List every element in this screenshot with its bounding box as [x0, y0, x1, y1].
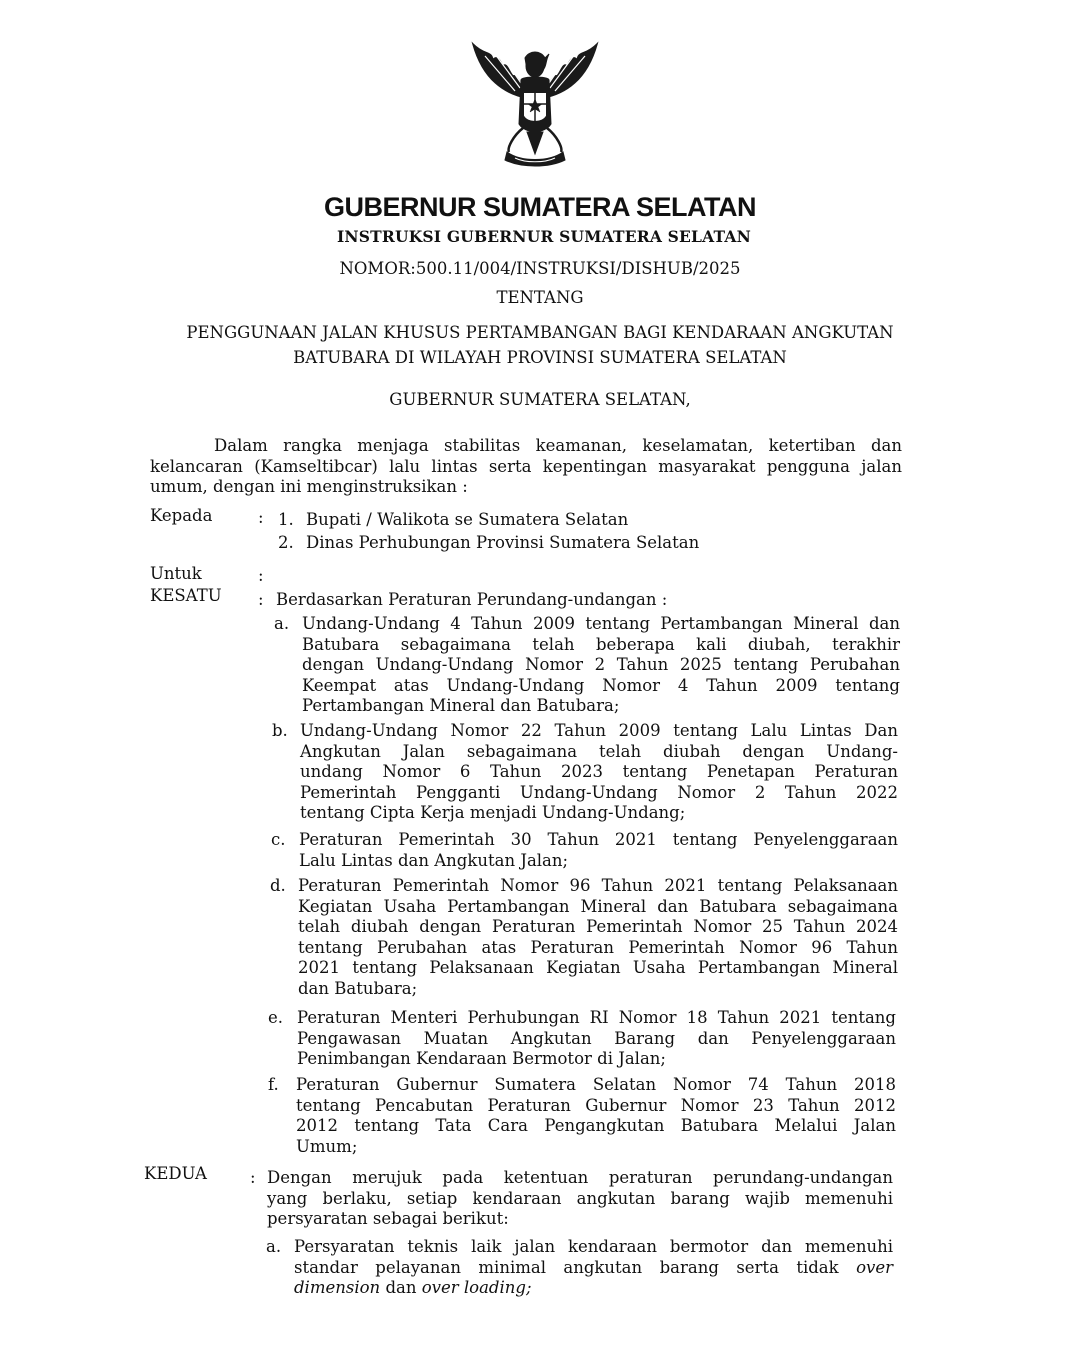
kesatu-item-d-line: telah diubah dengan Peraturan Pemerintah Nomor 25 Tahun 2024: [298, 917, 898, 937]
kesatu-item-c-line: Peraturan Pemerintah 30 Tahun 2021 tentang Penyelenggaraan: [299, 830, 898, 849]
kesatu-item-f-marker: f.: [268, 1075, 279, 1094]
kesatu-intro: Berdasarkan Peraturan Perundang-undangan :: [276, 590, 668, 609]
document-number: NOMOR:500.11/004/INSTRUKSI/DISHUB/2025: [339, 259, 741, 278]
kesatu-item-b-line: Angkutan Jalan sebagaimana telah diubah dengan Undang-: [300, 741, 898, 761]
kesatu-item-e-line: Pengawasan Muatan Angkutan Barang dan Penyelenggaraan: [297, 1028, 896, 1048]
kesatu-item-e-line: Peraturan Menteri Perhubungan RI Nomor 18 Tahun 2021 tentang: [297, 1008, 896, 1027]
kedua-item-a-italic: dimension: [294, 1278, 381, 1298]
subject-line-1: PENGGUNAAN JALAN KHUSUS PERTAMBANGAN BAGI KENDARAAN ANGKUTAN: [186, 323, 894, 342]
kedua-item-a-italic: over: [856, 1257, 893, 1277]
preamble-line-2: kelancaran (Kamseltibcar) lalu lintas serta kepentingan masyarakat pengguna jalan: [150, 456, 902, 476]
kesatu-item-b-marker: b.: [272, 721, 288, 740]
kesatu-item-e-line: Penimbangan Kendaraan Bermotor di Jalan;: [297, 1049, 666, 1069]
kesatu-colon: :: [258, 590, 264, 609]
kesatu-item-f-line: Umum;: [296, 1136, 358, 1156]
untuk-label: Untuk: [150, 564, 202, 583]
kesatu-item-d-line: 2021 tentang Pelaksanaan Kegiatan Usaha Pertambangan Mineral: [298, 958, 898, 978]
kedua-item-a-italic: over loading: [421, 1278, 526, 1298]
issuer: GUBERNUR SUMATERA SELATAN,: [389, 390, 691, 409]
kesatu-item-a: [302, 614, 900, 717]
kepada-colon: :: [258, 508, 264, 527]
kesatu-item-a-line: Pertambangan Mineral dan Batubara;: [302, 696, 620, 716]
untuk-colon: :: [258, 566, 264, 585]
kedua-line: yang berlaku, setiap kendaraan angkutan barang wajib memenuhi: [267, 1188, 893, 1208]
document-type: INSTRUKSI GUBERNUR SUMATERA SELATAN: [336, 227, 752, 246]
kesatu-item-a-line: Batubara sebagaimana telah beberapa kali diubah, terakhir: [302, 634, 900, 654]
about-heading: TENTANG: [496, 288, 584, 307]
kedua-item-a-marker: a.: [266, 1237, 282, 1256]
preamble-line-1: Dalam rangka menjaga stabilitas keamanan, keselamatan, ketertiban dan: [214, 436, 902, 455]
kesatu-item-b-line: tentang Cipta Kerja menjadi Undang-Undang;: [300, 803, 686, 823]
kesatu-item-e: [297, 1008, 896, 1070]
kedua-label: KEDUA: [144, 1164, 207, 1183]
kesatu-item-d-line: Peraturan Pemerintah Nomor 96 Tahun 2021 tentang Pelaksanaan: [298, 876, 898, 895]
preamble: [150, 436, 902, 498]
kepada-item-1-marker: 1.: [278, 510, 294, 529]
kedua-item-a-italic: ;: [525, 1278, 532, 1298]
preamble-line-3: umum, dengan ini menginstruksikan :: [150, 477, 468, 497]
kesatu-item-c-line: Lalu Lintas dan Angkutan Jalan;: [299, 850, 569, 870]
kesatu-item-e-marker: e.: [268, 1008, 284, 1027]
kesatu-item-c: [299, 830, 898, 871]
subject-line-2: BATUBARA DI WILAYAH PROVINSI SUMATERA SELATAN: [293, 348, 787, 367]
kesatu-item-f-line: 2012 tentang Tata Cara Pengangkutan Batubara Melalui Jalan: [296, 1116, 896, 1136]
title: GUBERNUR SUMATERA SELATAN: [324, 192, 756, 222]
kesatu-item-f-line: Peraturan Gubernur Sumatera Selatan Nomor 74 Tahun 2018: [296, 1075, 896, 1094]
kedua-item-a-text: dan: [385, 1278, 417, 1298]
kedua-item-a-line: Persyaratan teknis laik jalan kendaraan bermotor dan memenuhi: [294, 1237, 893, 1256]
kedua-item-a-line: [294, 1278, 893, 1299]
subject: [0, 320, 1080, 370]
kepada-item-2: Dinas Perhubungan Provinsi Sumatera Selatan: [306, 533, 700, 552]
kesatu-item-d-line: dan Batubara;: [298, 978, 418, 998]
kesatu-item-b: [300, 721, 898, 824]
kedua-line: persyaratan sebagai berikut:: [267, 1209, 509, 1229]
kepada-item-2-marker: 2.: [278, 533, 294, 552]
kedua-colon: :: [250, 1168, 256, 1187]
kedua-body: [267, 1168, 893, 1230]
garuda-emblem: [465, 36, 605, 171]
kesatu-item-b-line: Undang-Undang Nomor 22 Tahun 2009 tentang Lalu Lintas Dan: [300, 721, 898, 740]
kesatu-item-b-line: undang Nomor 6 Tahun 2023 tentang Penetapan Peraturan: [300, 762, 898, 782]
kesatu-item-d-line: Kegiatan Usaha Pertambangan Mineral dan Batubara sebagaimana: [298, 896, 898, 916]
kedua-line: Dengan merujuk pada ketentuan peraturan perundang-undangan: [267, 1168, 893, 1187]
kesatu-item-a-line: dengan Undang-Undang Nomor 2 Tahun 2025 tentang Perubahan: [302, 655, 900, 675]
kesatu-item-f: [296, 1075, 896, 1157]
kesatu-item-d-marker: d.: [270, 876, 286, 895]
kesatu-item-d: [298, 876, 898, 1000]
kepada-item-1: Bupati / Walikota se Sumatera Selatan: [306, 510, 629, 529]
kepada-label: Kepada: [150, 506, 213, 525]
kesatu-item-b-line: Pemerintah Pengganti Undang-Undang Nomor 2 Tahun 2022: [300, 782, 898, 802]
kesatu-item-d-line: tentang Perubahan atas Peraturan Pemerintah Nomor 96 Tahun: [298, 937, 898, 957]
kesatu-label: KESATU: [150, 586, 222, 605]
kesatu-item-a-line: Keempat atas Undang-Undang Nomor 4 Tahun 2009 tentang: [302, 675, 900, 695]
kedua-item-a-text: standar pelayanan minimal angkutan barang serta tidak: [294, 1257, 839, 1277]
kedua-item-a-line: [294, 1258, 893, 1279]
kesatu-item-a-line: Undang-Undang 4 Tahun 2009 tentang Pertambangan Mineral dan: [302, 614, 900, 633]
kesatu-item-f-line: tentang Pencabutan Peraturan Gubernur Nomor 23 Tahun 2012: [296, 1095, 896, 1115]
kesatu-item-a-marker: a.: [274, 614, 290, 633]
kedua-item-a: [294, 1237, 893, 1299]
kesatu-item-c-marker: c.: [271, 830, 286, 849]
